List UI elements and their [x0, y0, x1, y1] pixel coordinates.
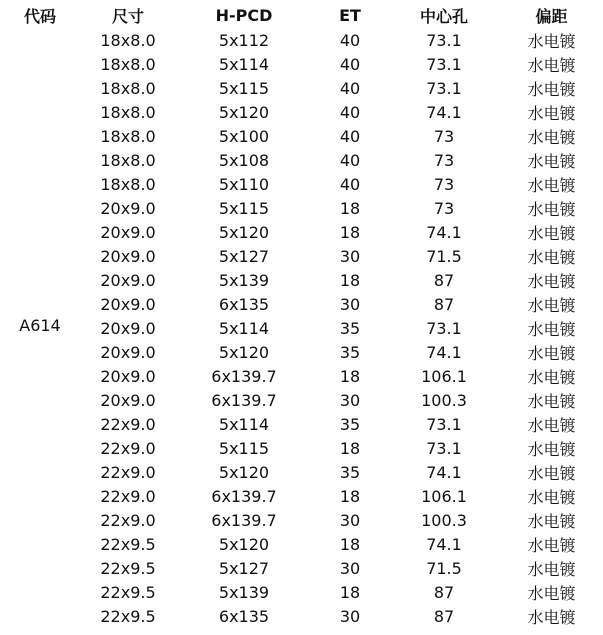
cell-size: 18x8.0: [100, 78, 156, 98]
table-row: [0, 292, 603, 316]
cell-offset: 水电镀: [527, 511, 576, 531]
cell-center-bore: 74.1: [426, 462, 462, 482]
cell-pcd: 6x139.7: [211, 366, 277, 386]
cell-pcd: 5x110: [218, 174, 270, 194]
cell-offset: 水电镀: [527, 199, 576, 219]
cell-et: 35: [339, 414, 361, 434]
cell-center-bore: 87: [433, 270, 455, 290]
cell-pcd: 6x139.7: [211, 390, 277, 410]
cell-pcd: 5x114: [218, 318, 270, 338]
cell-et: 40: [339, 126, 361, 146]
cell-pcd: 5x120: [218, 534, 270, 554]
cell-size: 20x9.0: [100, 222, 156, 242]
cell-offset: 水电镀: [527, 367, 576, 387]
cell-size: 18x8.0: [100, 30, 156, 50]
cell-et: 18: [339, 222, 361, 242]
cell-et: 40: [339, 150, 361, 170]
cell-pcd: 5x108: [218, 150, 270, 170]
cell-center-bore: 73.1: [426, 30, 462, 50]
cell-center-bore: 74.1: [426, 222, 462, 242]
cell-offset: 水电镀: [527, 319, 576, 339]
table-row: [0, 244, 603, 268]
cell-et: 18: [339, 486, 361, 506]
cell-offset: 水电镀: [527, 151, 576, 171]
table-row: [0, 364, 603, 388]
cell-et: 40: [339, 30, 361, 50]
cell-size: 22x9.5: [100, 558, 156, 578]
cell-offset: 水电镀: [527, 439, 576, 459]
cell-et: 40: [339, 174, 361, 194]
wheel-spec-table: [0, 2, 603, 628]
cell-size: 22x9.0: [100, 486, 156, 506]
cell-pcd: 5x114: [218, 414, 270, 434]
cell-center-bore: 74.1: [426, 102, 462, 122]
cell-et: 35: [339, 318, 361, 338]
table-row: [0, 484, 603, 508]
table-row: [0, 508, 603, 532]
cell-center-bore: 73: [433, 126, 455, 146]
table-row: [0, 580, 603, 604]
cell-offset: 水电镀: [527, 247, 576, 267]
cell-et: 30: [339, 294, 361, 314]
cell-center-bore: 74.1: [426, 342, 462, 362]
cell-et: 40: [339, 78, 361, 98]
cell-size: 22x9.0: [100, 438, 156, 458]
cell-size: 20x9.0: [100, 366, 156, 386]
cell-et: 35: [339, 342, 361, 362]
table-row: [0, 172, 603, 196]
table-row: [0, 220, 603, 244]
cell-pcd: 5x120: [218, 342, 270, 362]
header-pcd: H-PCD: [215, 5, 273, 25]
cell-size: 20x9.0: [100, 270, 156, 290]
cell-size: 22x9.0: [100, 462, 156, 482]
cell-pcd: 6x139.7: [211, 510, 277, 530]
cell-pcd: 5x100: [218, 126, 270, 146]
header-center-bore: 中心孔: [419, 6, 468, 26]
cell-size: 20x9.0: [100, 390, 156, 410]
cell-size: 20x9.0: [100, 246, 156, 266]
cell-center-bore: 73: [433, 198, 455, 218]
cell-et: 18: [339, 438, 361, 458]
cell-pcd: 5x114: [218, 54, 270, 74]
cell-et: 30: [339, 246, 361, 266]
cell-center-bore: 73: [433, 174, 455, 194]
cell-center-bore: 106.1: [421, 486, 467, 506]
table-row: [0, 316, 603, 340]
cell-pcd: 5x115: [218, 78, 270, 98]
cell-size: 18x8.0: [100, 54, 156, 74]
table-row: [0, 340, 603, 364]
table-row: [0, 436, 603, 460]
cell-pcd: 5x112: [218, 30, 270, 50]
cell-center-bore: 73.1: [426, 438, 462, 458]
cell-center-bore: 100.3: [421, 390, 467, 410]
table-row: [0, 412, 603, 436]
header-size: 尺寸: [111, 6, 144, 26]
cell-size: 20x9.0: [100, 294, 156, 314]
cell-offset: 水电镀: [527, 103, 576, 123]
cell-et: 30: [339, 558, 361, 578]
cell-size: 20x9.0: [100, 318, 156, 338]
table-row: [0, 196, 603, 220]
cell-offset: 水电镀: [527, 79, 576, 99]
cell-center-bore: 73: [433, 150, 455, 170]
table-row: [0, 148, 603, 172]
cell-size: 22x9.5: [100, 606, 156, 626]
table-row: [0, 460, 603, 484]
cell-et: 30: [339, 390, 361, 410]
cell-et: 18: [339, 198, 361, 218]
cell-offset: 水电镀: [527, 583, 576, 603]
cell-size: 22x9.5: [100, 534, 156, 554]
cell-pcd: 5x120: [218, 102, 270, 122]
cell-offset: 水电镀: [527, 271, 576, 291]
cell-offset: 水电镀: [527, 535, 576, 555]
cell-offset: 水电镀: [527, 31, 576, 51]
cell-center-bore: 100.3: [421, 510, 467, 530]
cell-center-bore: 73.1: [426, 414, 462, 434]
cell-center-bore: 87: [433, 606, 455, 626]
table-row: [0, 388, 603, 412]
cell-center-bore: 73.1: [426, 318, 462, 338]
header-code: 代码: [23, 6, 56, 26]
cell-offset: 水电镀: [527, 127, 576, 147]
cell-size: 20x9.0: [100, 198, 156, 218]
cell-offset: 水电镀: [527, 343, 576, 363]
cell-size: 20x9.0: [100, 342, 156, 362]
cell-offset: 水电镀: [527, 487, 576, 507]
cell-pcd: 6x135: [218, 294, 270, 314]
cell-center-bore: 106.1: [421, 366, 467, 386]
table-row: [0, 268, 603, 292]
header-row: [0, 2, 603, 28]
header-offset: 偏距: [535, 6, 568, 26]
cell-offset: 水电镀: [527, 607, 576, 627]
cell-et: 18: [339, 366, 361, 386]
cell-size: 18x8.0: [100, 102, 156, 122]
table-row: [0, 124, 603, 148]
cell-center-bore: 73.1: [426, 78, 462, 98]
cell-pcd: 5x139: [218, 582, 270, 602]
cell-center-bore: 71.5: [426, 246, 462, 266]
cell-offset: 水电镀: [527, 415, 576, 435]
cell-center-bore: 74.1: [426, 534, 462, 554]
table-row: [0, 556, 603, 580]
cell-offset: 水电镀: [527, 55, 576, 75]
cell-offset: 水电镀: [527, 175, 576, 195]
cell-et: 30: [339, 510, 361, 530]
cell-offset: 水电镀: [527, 391, 576, 411]
cell-et: 18: [339, 270, 361, 290]
cell-size: 18x8.0: [100, 150, 156, 170]
cell-size: 18x8.0: [100, 126, 156, 146]
cell-pcd: 6x135: [218, 606, 270, 626]
product-code: A614: [19, 316, 61, 335]
cell-size: 22x9.5: [100, 582, 156, 602]
cell-pcd: 5x120: [218, 462, 270, 482]
cell-center-bore: 73.1: [426, 54, 462, 74]
cell-pcd: 5x120: [218, 222, 270, 242]
cell-pcd: 5x127: [218, 246, 270, 266]
cell-et: 18: [339, 582, 361, 602]
header-et: ET: [339, 5, 361, 25]
cell-pcd: 5x115: [218, 198, 270, 218]
cell-pcd: 5x127: [218, 558, 270, 578]
cell-offset: 水电镀: [527, 559, 576, 579]
cell-center-bore: 87: [433, 294, 455, 314]
cell-pcd: 5x139: [218, 270, 270, 290]
cell-et: 35: [339, 462, 361, 482]
cell-center-bore: 71.5: [426, 558, 462, 578]
cell-pcd: 6x139.7: [211, 486, 277, 506]
table-row: [0, 100, 603, 124]
table-row: [0, 532, 603, 556]
table-row: [0, 28, 603, 52]
cell-size: 18x8.0: [100, 174, 156, 194]
cell-et: 18: [339, 534, 361, 554]
table-body: [0, 28, 603, 628]
cell-et: 40: [339, 102, 361, 122]
cell-center-bore: 87: [433, 582, 455, 602]
cell-et: 30: [339, 606, 361, 626]
cell-size: 22x9.0: [100, 414, 156, 434]
cell-size: 22x9.0: [100, 510, 156, 530]
table-row: [0, 76, 603, 100]
table-row: [0, 52, 603, 76]
table-row: [0, 604, 603, 628]
cell-offset: 水电镀: [527, 223, 576, 243]
cell-offset: 水电镀: [527, 295, 576, 315]
cell-pcd: 5x115: [218, 438, 270, 458]
cell-offset: 水电镀: [527, 463, 576, 483]
cell-et: 40: [339, 54, 361, 74]
